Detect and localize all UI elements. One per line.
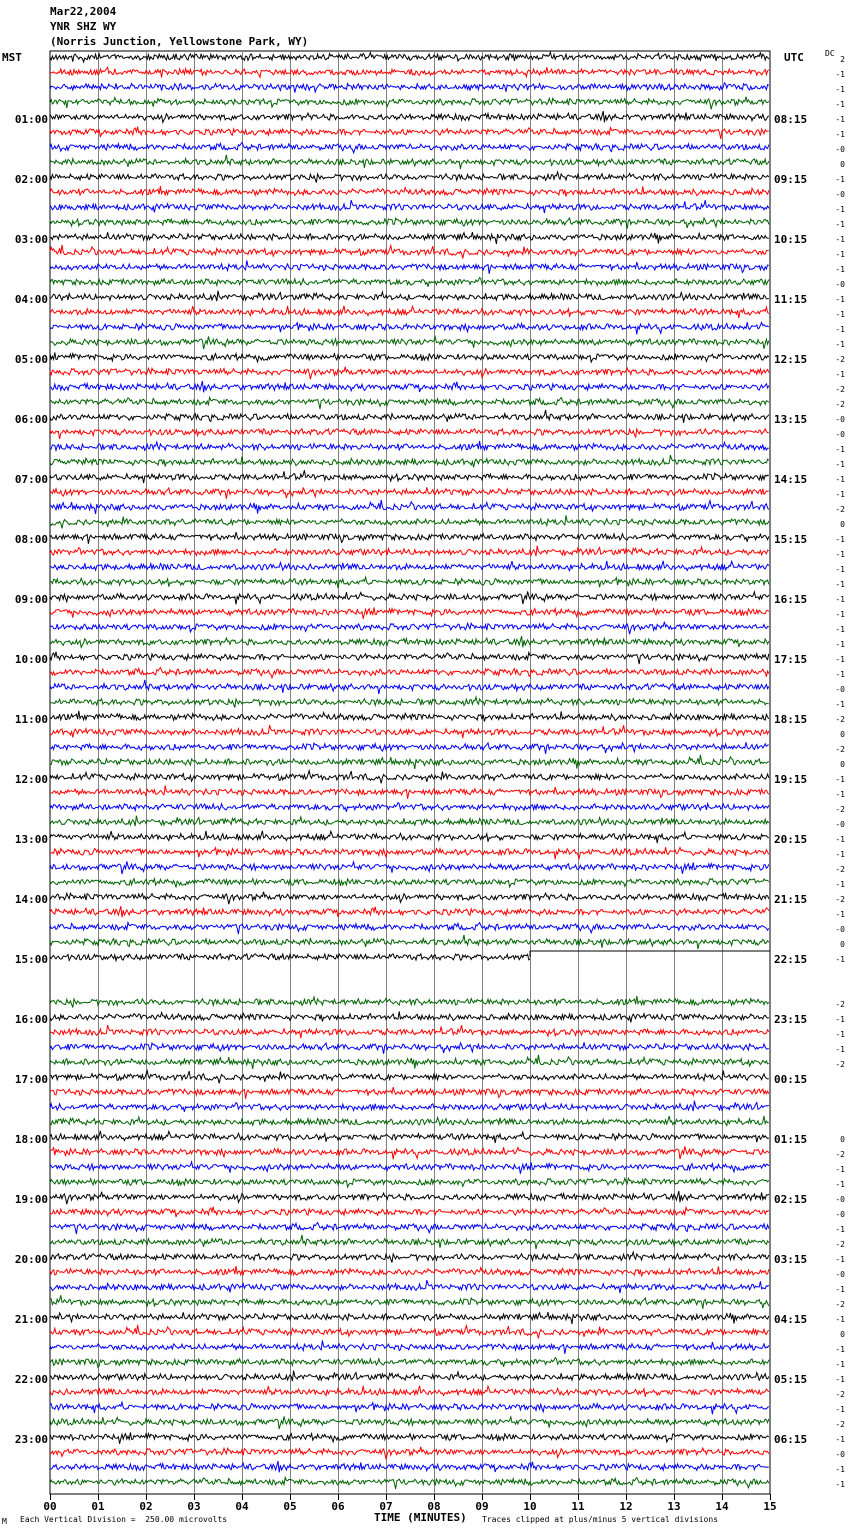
seismic-trace <box>50 143 769 153</box>
dc-offset-label: -1 <box>835 1315 845 1324</box>
seismic-trace <box>50 1101 769 1112</box>
hour-label-right: 06:15 <box>774 1433 808 1446</box>
x-tick-label: 02 <box>139 1500 153 1513</box>
seismic-trace <box>50 935 769 949</box>
x-tick-label: 12 <box>619 1500 633 1513</box>
dc-offset-label: -2 <box>835 1150 845 1159</box>
dc-offset-label: -0 <box>835 1210 845 1219</box>
hour-label-right: 22:15 <box>774 953 808 966</box>
seismic-trace <box>50 487 769 499</box>
seismic-trace <box>50 1416 769 1429</box>
x-tick-label: 14 <box>715 1500 729 1513</box>
hour-label-left: 21:00 <box>14 1313 48 1326</box>
x-tick-label: 07 <box>379 1500 393 1513</box>
dc-offset-label: -2 <box>835 1000 845 1009</box>
x-tick-label: 06 <box>331 1500 345 1513</box>
dc-offset-label: -1 <box>835 850 845 859</box>
seismic-trace <box>50 906 769 917</box>
dc-offset-label: 0 <box>840 940 845 949</box>
dc-offset-label: -1 <box>835 100 845 109</box>
hour-label-left: 20:00 <box>14 1253 48 1266</box>
dc-offset-label: -1 <box>835 370 845 379</box>
seismic-trace <box>50 1131 769 1143</box>
station-location: (Norris Junction, Yellowstone Park, WY) <box>50 35 309 48</box>
dc-offset-label: 2 <box>840 55 845 64</box>
hour-label-right: 08:15 <box>774 113 808 126</box>
seismic-trace <box>50 67 769 77</box>
seismic-trace <box>50 1432 769 1443</box>
dc-offset-label: -1 <box>835 880 845 889</box>
hour-label-right: 11:15 <box>774 293 808 306</box>
seismic-trace <box>50 429 769 439</box>
dc-offset-label: -1 <box>835 1015 845 1024</box>
seismic-trace <box>50 923 769 935</box>
dc-offset-label: -1 <box>835 700 845 709</box>
seismic-trace <box>50 455 769 467</box>
seismic-trace <box>50 1071 769 1084</box>
hour-label-right: 23:15 <box>774 1013 808 1026</box>
seismic-trace <box>50 786 769 799</box>
hour-label-right: 20:15 <box>774 833 808 846</box>
seismic-trace <box>50 1042 769 1054</box>
seismic-trace <box>50 245 769 259</box>
seismic-trace <box>50 97 769 110</box>
dc-offset-label: -1 <box>835 325 845 334</box>
seismic-trace <box>50 352 769 362</box>
seismic-trace <box>50 546 769 556</box>
x-tick-label: 08 <box>427 1500 441 1513</box>
right-timezone-label: UTC <box>784 51 804 64</box>
seismic-trace <box>50 996 769 1008</box>
seismic-trace <box>50 1341 769 1354</box>
seismic-trace <box>50 892 769 905</box>
seismic-trace <box>50 1447 769 1460</box>
seismic-trace <box>50 1295 769 1309</box>
seismic-trace <box>50 861 769 874</box>
dc-offset-label: -2 <box>835 865 845 874</box>
hour-label-left: 12:00 <box>14 773 48 786</box>
hour-label-left: 15:00 <box>14 953 48 966</box>
dc-offset-label: -1 <box>835 1255 845 1264</box>
seismic-trace <box>50 441 769 450</box>
hour-label-right: 12:15 <box>774 353 808 366</box>
hour-label-left: 01:00 <box>14 113 48 126</box>
record-date: Mar22,2004 <box>50 5 117 18</box>
seismic-trace <box>50 847 769 859</box>
seismic-trace <box>50 306 769 318</box>
seismic-trace <box>50 1235 769 1249</box>
x-tick-label: 05 <box>283 1500 297 1513</box>
dc-offset-label: -1 <box>835 1225 845 1234</box>
hour-label-left: 03:00 <box>14 233 48 246</box>
dc-offset-label: -1 <box>835 460 845 469</box>
dc-offset-label: -2 <box>835 505 845 514</box>
seismic-trace <box>50 291 769 301</box>
dc-offset-label: -0 <box>835 820 845 829</box>
dc-offset-label: -1 <box>835 1480 845 1489</box>
seismic-trace <box>50 218 769 229</box>
seismic-trace <box>50 668 769 678</box>
seismic-trace <box>50 1223 769 1234</box>
seismic-trace <box>50 322 769 334</box>
seismic-trace <box>50 1386 769 1397</box>
hour-label-left: 13:00 <box>14 833 48 846</box>
hour-label-left: 17:00 <box>14 1073 48 1086</box>
vertical-division-note: Each Vertical Division = 250.00 microvolts <box>20 1515 228 1524</box>
x-tick-label: 13 <box>667 1500 681 1513</box>
seismic-trace <box>50 636 769 647</box>
hour-label-right: 02:15 <box>774 1193 808 1206</box>
dc-offset-label: -1 <box>835 1405 845 1414</box>
dc-offset-label: -1 <box>835 1360 845 1369</box>
seismic-trace <box>50 742 769 754</box>
dc-offset-label: -1 <box>835 640 845 649</box>
seismic-trace <box>50 831 769 843</box>
seismic-trace <box>50 561 769 571</box>
dc-offset-label: -1 <box>835 625 845 634</box>
hour-label-right: 05:15 <box>774 1373 808 1386</box>
clip-note: Traces clipped at plus/minus 5 vertical divisions <box>482 1515 719 1524</box>
seismic-trace <box>50 771 769 784</box>
dc-offset-label: -1 <box>835 1165 845 1174</box>
hour-label-left: 09:00 <box>14 593 48 606</box>
hour-label-right: 13:15 <box>774 413 808 426</box>
dc-offset-label: 0 <box>840 1330 845 1339</box>
dc-offset-label: -1 <box>835 115 845 124</box>
seismic-trace <box>50 1191 769 1204</box>
seismic-trace <box>50 232 769 244</box>
dc-offset-label: -1 <box>835 475 845 484</box>
dc-offset-label: -1 <box>835 250 845 259</box>
dc-offset-label: -1 <box>835 670 845 679</box>
seismic-trace <box>50 52 769 62</box>
dc-offset-label: -1 <box>835 235 845 244</box>
hour-label-left: 05:00 <box>14 353 48 366</box>
dc-offset-label: -2 <box>835 385 845 394</box>
seismic-trace <box>50 200 769 213</box>
seismic-trace <box>50 816 769 826</box>
seismic-trace <box>50 591 769 604</box>
hour-label-right: 03:15 <box>774 1253 808 1266</box>
dc-offset-label: -0 <box>835 430 845 439</box>
hour-label-right: 19:15 <box>774 773 808 786</box>
hour-label-left: 04:00 <box>14 293 48 306</box>
dc-offset-label: -2 <box>835 400 845 409</box>
dc-offset-label: 0 <box>840 730 845 739</box>
hour-label-left: 06:00 <box>14 413 48 426</box>
hour-label-left: 02:00 <box>14 173 48 186</box>
seismic-trace <box>50 186 769 197</box>
x-tick-label: 09 <box>475 1500 489 1513</box>
x-axis-title: TIME (MINUTES) <box>374 1511 467 1524</box>
seismic-trace <box>50 1280 769 1293</box>
hour-label-left: 23:00 <box>14 1433 48 1446</box>
hour-label-right: 16:15 <box>774 593 808 606</box>
hour-label-right: 21:15 <box>774 893 808 906</box>
dc-offset-label: -1 <box>835 775 845 784</box>
dc-offset-label: -2 <box>835 1390 845 1399</box>
dc-offset-label: -1 <box>835 85 845 94</box>
dc-offset-label: -1 <box>835 550 845 559</box>
dc-offset-label: -1 <box>835 1345 845 1354</box>
dc-offset-label: -1 <box>835 295 845 304</box>
seismic-trace <box>50 1178 769 1187</box>
x-tick-label: 15 <box>763 1500 777 1513</box>
dc-offset-label: -1 <box>835 565 845 574</box>
seismic-trace <box>50 1312 769 1324</box>
dc-offset-label: 0 <box>840 160 845 169</box>
x-tick-label: 10 <box>523 1500 537 1513</box>
seismic-trace <box>50 1325 769 1339</box>
dc-offset-label: -1 <box>835 610 845 619</box>
dc-offset-label: -1 <box>835 265 845 274</box>
seismic-trace <box>50 532 769 544</box>
dc-offset-label: -1 <box>835 490 845 499</box>
dc-offset-label: -1 <box>835 310 845 319</box>
seismic-trace <box>50 652 769 664</box>
hour-label-right: 09:15 <box>774 173 808 186</box>
seismic-trace <box>50 516 769 529</box>
seismic-trace <box>50 1087 769 1099</box>
dc-offset-label: -0 <box>835 1450 845 1459</box>
dc-offset-label: -1 <box>835 1435 845 1444</box>
seismic-trace <box>50 1207 769 1217</box>
dc-offset-label: -0 <box>835 925 845 934</box>
seismic-trace <box>50 470 769 483</box>
seismic-trace <box>50 410 769 423</box>
seismic-trace <box>50 725 769 738</box>
dc-offset-label: -2 <box>835 1060 845 1069</box>
dc-label: DC <box>825 49 835 58</box>
dc-offset-label: -1 <box>835 220 845 229</box>
seismic-trace <box>50 1402 769 1414</box>
dc-offset-label: -2 <box>835 1240 845 1249</box>
x-tick-label: 00 <box>43 1500 57 1513</box>
seismic-trace <box>50 622 769 635</box>
dc-offset-label: -0 <box>835 190 845 199</box>
seismic-trace <box>50 607 769 618</box>
hour-label-right: 00:15 <box>774 1073 808 1086</box>
dc-offset-label: -0 <box>835 1270 845 1279</box>
dc-offset-label: -1 <box>835 1030 845 1039</box>
dc-offset-label: -2 <box>835 895 845 904</box>
dc-offset-label: -0 <box>835 685 845 694</box>
dc-offset-label: -2 <box>835 745 845 754</box>
hour-label-right: 15:15 <box>774 533 808 546</box>
dc-offset-label: -1 <box>835 595 845 604</box>
seismic-trace <box>50 577 769 588</box>
x-tick-label: 01 <box>91 1500 105 1513</box>
seismic-trace <box>50 879 769 887</box>
hour-label-right: 17:15 <box>774 653 808 666</box>
x-tick-label: 04 <box>235 1500 249 1513</box>
hour-label-left: 10:00 <box>14 653 48 666</box>
seismic-trace <box>50 127 769 139</box>
seismic-trace <box>50 680 769 694</box>
seismic-trace <box>50 111 769 122</box>
hour-label-right: 14:15 <box>774 473 808 486</box>
left-timezone-label: MST <box>2 51 22 64</box>
hour-label-right: 10:15 <box>774 233 808 246</box>
hour-label-left: 16:00 <box>14 1013 48 1026</box>
dc-offset-label: -1 <box>835 1180 845 1189</box>
seismic-trace <box>50 711 769 722</box>
dc-offset-label: 0 <box>840 1135 845 1144</box>
dc-offset-label: -2 <box>835 355 845 364</box>
seismic-trace <box>50 755 769 769</box>
seismic-trace <box>50 1116 769 1126</box>
dc-offset-label: -1 <box>835 1375 845 1384</box>
seismic-trace <box>50 1478 769 1490</box>
hour-label-left: 07:00 <box>14 473 48 486</box>
dc-offset-label: -1 <box>835 535 845 544</box>
dc-offset-label: -0 <box>835 415 845 424</box>
seismic-trace <box>50 1162 769 1174</box>
x-tick-label: 11 <box>571 1500 585 1513</box>
seismic-trace <box>50 336 769 349</box>
hour-label-left: 08:00 <box>14 533 48 546</box>
seismic-trace <box>50 398 769 410</box>
seismic-trace <box>50 1266 769 1277</box>
dc-offset-label: -1 <box>835 175 845 184</box>
station-code: YNR SHZ WY <box>50 20 117 33</box>
seismic-trace <box>50 278 769 287</box>
dc-offset-label: -1 <box>835 655 845 664</box>
hour-label-right: 18:15 <box>774 713 808 726</box>
seismic-trace <box>50 1055 769 1069</box>
dc-offset-label: -1 <box>835 1045 845 1054</box>
seismic-trace <box>50 261 769 274</box>
dc-offset-label: 0 <box>840 520 845 529</box>
dc-offset-label: -2 <box>835 1300 845 1309</box>
dc-offset-label: -0 <box>835 1195 845 1204</box>
dc-offset-label: -2 <box>835 715 845 724</box>
seismic-trace <box>50 803 769 812</box>
dc-offset-label: -0 <box>835 145 845 154</box>
dc-offset-label: -2 <box>835 805 845 814</box>
seismic-trace <box>50 1012 769 1023</box>
hour-label-left: 19:00 <box>14 1193 48 1206</box>
dc-offset-label: -1 <box>835 130 845 139</box>
hour-label-right: 01:15 <box>774 1133 808 1146</box>
dc-offset-label: -1 <box>835 910 845 919</box>
dc-offset-label: 0 <box>840 760 845 769</box>
dc-offset-label: -1 <box>835 1285 845 1294</box>
dc-offset-label: -1 <box>835 70 845 79</box>
x-tick-label: 03 <box>187 1500 201 1513</box>
dc-offset-label: -1 <box>835 835 845 844</box>
dc-offset-label: -1 <box>835 580 845 589</box>
hour-label-left: 22:00 <box>14 1373 48 1386</box>
dc-offset-label: -2 <box>835 1420 845 1429</box>
hour-label-left: 14:00 <box>14 893 48 906</box>
seismic-trace <box>50 500 769 514</box>
dc-offset-label: -1 <box>835 1465 845 1474</box>
seismic-trace <box>50 155 769 169</box>
seismic-trace <box>50 697 769 708</box>
dc-offset-label: -1 <box>835 205 845 214</box>
seismic-trace <box>50 1025 769 1038</box>
seismic-trace <box>50 1252 769 1263</box>
dc-offset-label: -1 <box>835 955 845 964</box>
seismic-trace <box>50 83 769 93</box>
footer-mark: M <box>2 1517 7 1526</box>
seismic-trace <box>50 1146 769 1159</box>
dc-offset-label: -0 <box>835 280 845 289</box>
hour-label-left: 11:00 <box>14 713 48 726</box>
dc-offset-label: -1 <box>835 445 845 454</box>
seismic-trace <box>50 381 769 392</box>
seismic-trace <box>50 1461 769 1472</box>
hour-label-left: 18:00 <box>14 1133 48 1146</box>
seismic-trace <box>50 367 769 380</box>
dc-offset-label: -1 <box>835 340 845 349</box>
dc-offset-label: -1 <box>835 790 845 799</box>
seismic-trace <box>50 1358 769 1368</box>
seismic-trace <box>50 1371 769 1381</box>
hour-label-right: 04:15 <box>774 1313 808 1326</box>
seismic-trace <box>50 172 769 183</box>
